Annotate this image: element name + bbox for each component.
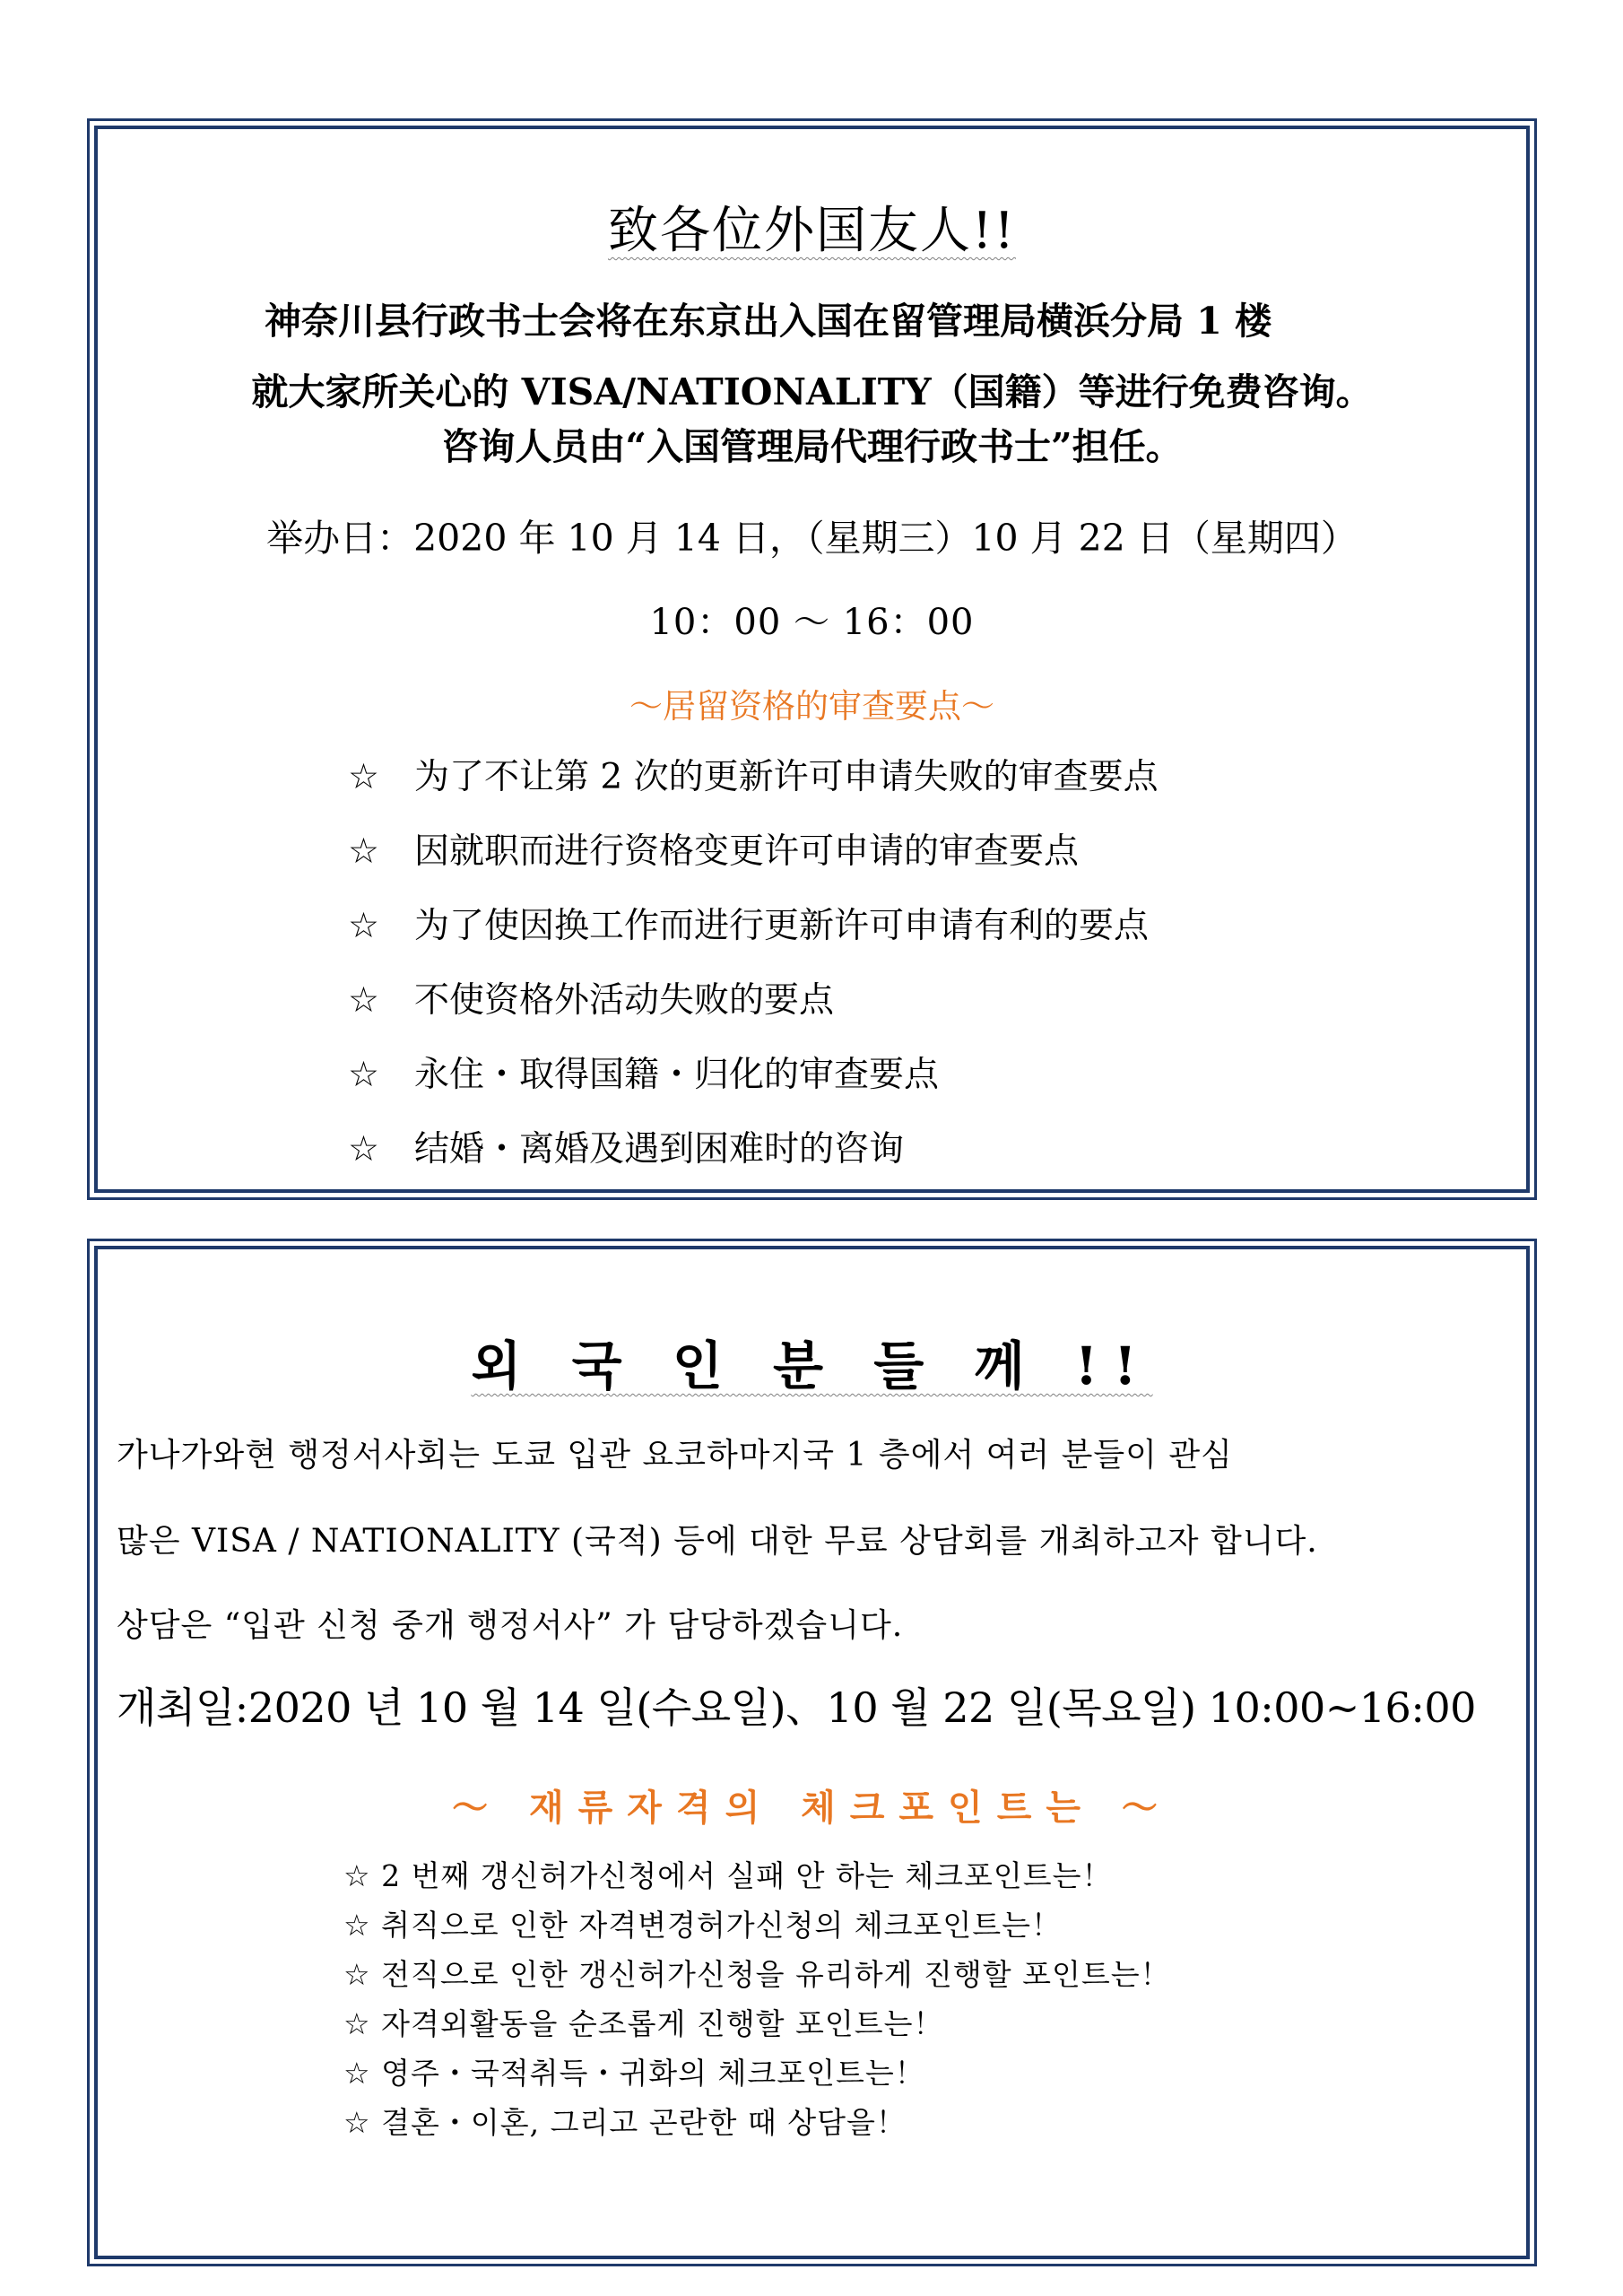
list-item: ☆ 전직으로 인한 갱신허가신청을 유리하게 진행할 포인트는！ — [343, 1957, 1171, 1992]
list-item: ☆ 영주・국적취득・귀화의 체크포인트는！ — [343, 2056, 925, 2091]
chinese-intro-line: 就大家所关心的 VISA/NATIONALITY（国籍）等进行免费咨询。 — [251, 370, 1373, 413]
star-outline-icon: ☆ — [348, 831, 379, 872]
list-item: ☆ 为了不让第 2 次的更新许可申请失败的审查要点 — [348, 757, 1159, 797]
korean-subheading: ～ 재류자격의 체크포인트는 ～ — [452, 1787, 1172, 1829]
chinese-time-line: 10：00 ～ 16：00 — [649, 602, 975, 643]
korean-intro-line: 가나가와현 행정서사회는 도쿄 입관 요코하마지국 1 층에서 여러 분들이 관심 — [117, 1437, 1233, 1474]
star-outline-icon: ☆ — [348, 980, 379, 1021]
list-item: ☆ 자격외활동을 순조롭게 진행할 포인트는！ — [343, 2006, 944, 2041]
chinese-notice-panel — [87, 118, 1537, 1200]
chinese-date-line: 举办日：2020 年 10 月 14 日，（星期三）10 月 22 日（星期四） — [266, 517, 1358, 560]
list-item: ☆ 결혼・이혼, 그리고 곤란한 때 상담을！ — [343, 2105, 907, 2140]
star-outline-icon: ☆ — [343, 1957, 371, 1992]
star-outline-icon: ☆ — [348, 757, 379, 797]
korean-intro-line: 많은 VISA / NATIONALITY (국적) 등에 대한 무료 상담회를 개최하고자 합니다. — [117, 1523, 1318, 1560]
chinese-intro-line: 咨询人员由“入国管理局代理行政书士”担任。 — [441, 425, 1183, 468]
korean-date-line: 개최일:2020 년 10 월 14 일(수요일)、10 월 22 일(목요일) 10:00~16:00 — [117, 1683, 1476, 1732]
star-outline-icon: ☆ — [343, 2006, 371, 2041]
list-item: ☆ 2 번째 갱신허가신청에서 실패 안 하는 체크포인트는！ — [343, 1858, 1113, 1893]
star-outline-icon: ☆ — [348, 1129, 379, 1170]
star-outline-icon: ☆ — [343, 2105, 371, 2140]
korean-notice-panel — [87, 1239, 1537, 2266]
star-outline-icon: ☆ — [343, 1858, 371, 1893]
korean-intro-line: 상담은 “입관 신청 중개 행정서사” 가 담당하겠습니다. — [117, 1607, 904, 1644]
list-item: ☆ 为了使因换工作而进行更新许可申请有利的要点 — [348, 906, 1149, 946]
star-outline-icon: ☆ — [348, 906, 379, 946]
list-item: ☆ 不使资格外活动失败的要点 — [348, 980, 834, 1021]
list-item: ☆ 因就职而进行资格变更许可申请的审查要点 — [348, 831, 1079, 872]
star-outline-icon: ☆ — [343, 1908, 371, 1943]
list-item: ☆ 취직으로 인한 자격변경허가신청의 체크포인트는！ — [343, 1908, 1063, 1943]
korean-title: 외 국 인 분 들 께 !! — [471, 1335, 1153, 1396]
chinese-subheading: ～居留资格的审查要点～ — [629, 687, 994, 726]
chinese-intro-line: 神奈川县行政书士会将在东京出入国在留管理局横浜分局 1 楼 — [265, 300, 1272, 343]
chinese-title: 致各位外国友人!! — [607, 202, 1016, 260]
list-item: ☆ 结婚・离婚及遇到困难时的咨询 — [348, 1129, 904, 1170]
star-outline-icon: ☆ — [348, 1055, 379, 1095]
list-item: ☆ 永住・取得国籍・归化的审查要点 — [348, 1055, 939, 1095]
star-outline-icon: ☆ — [343, 2056, 371, 2091]
